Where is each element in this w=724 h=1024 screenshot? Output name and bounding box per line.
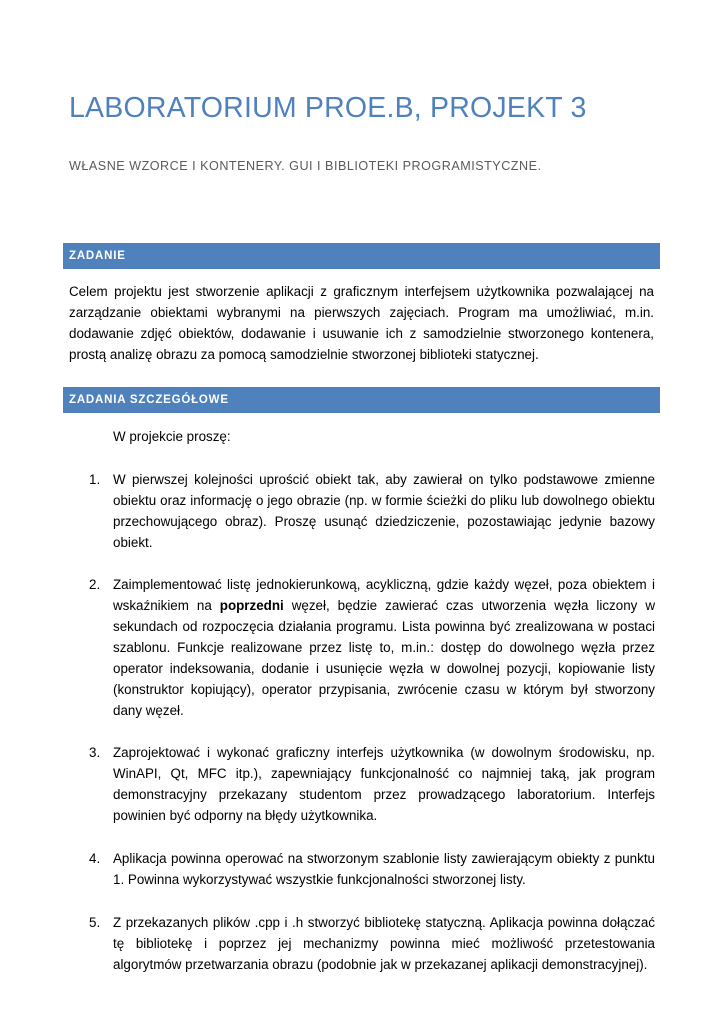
document-subtitle: WŁASNE WZORCE I KONTENERY. GUI I BIBLIOTEKI PROGRAMISTYCZNE. — [69, 159, 542, 173]
list-item-text: W pierwszej kolejności uprościć obiekt tak, aby zawierał on tylko podstawowe zmienne obiektu oraz informację o jego obrazie (np. w formie ścieżki do pliku lub dowolnego obiektu przechowującego obraz). Proszę usunąć dziedziczenie, pozostawiając jedynie bazowy obiekt. — [113, 472, 655, 550]
list-item-text — [113, 574, 655, 721]
details-lead: W projekcie proszę: — [113, 429, 231, 444]
list-item-number: 1. — [89, 472, 101, 487]
list-item — [89, 848, 655, 890]
list-item-number: 4. — [89, 851, 101, 866]
document-title: LABORATORIUM PROE.B, PROJEKT 3 — [69, 92, 587, 124]
list-item-number: 3. — [89, 745, 101, 760]
list-item — [89, 469, 655, 553]
list-item-emphasis: poprzedni — [219, 598, 284, 613]
list-item — [89, 912, 655, 975]
list-item-text-part: węzeł, będzie zawierać czas utworzenia węzła liczony w sekundach od rozpoczęcia działania programu. Lista powinna być zrealizowana w postaci szablonu. Funkcje realizowane przez listę to, m.in.: dostęp do dowolnego węzła przez operator indeksowania, dodanie i usunięcie węzła w dowolnej pozycji, kopiowanie listy (konstruktor kopiujący), operator przypisania, zwrócenie czasu w którym był stworzony dany węzeł. — [113, 598, 656, 718]
section-heading-task: ZADANIE — [63, 243, 660, 269]
list-item-text: Z przekazanych plików .cpp i .h stworzyć bibliotekę statyczną. Aplikacja powinna dołączać tę bibliotekę i poprzez jej mechanizmy powinna mieć możliwość przetestowania algorytmów przetwarzania obrazu (podobnie jak w przekazanej aplikacji demonstracyjnej). — [113, 915, 655, 972]
task-description: Celem projektu jest stworzenie aplikacji z graficznym interfejsem użytkownika pozwalającej na zarządzanie obiektami wybranymi na pierwszych zajęciach. Program ma umożliwiać, m.in. dodawanie zdjęć obiektów, dodawanie i usuwanie ich z samodzielnie stworzonego kontenera, prostą analizę obrazu za pomocą samodzielnie stworzonej biblioteki statycznej. — [69, 284, 654, 362]
list-item-text-part: Zaimplementować listę jednokierunkową, acykliczną, gdzie każdy węzeł, poza obiektem i wskaźnikiem na — [113, 577, 655, 613]
list-item-number: 5. — [89, 915, 101, 930]
list-item — [89, 742, 655, 826]
list-item — [89, 574, 655, 721]
section-heading-details: ZADANIA SZCZEGÓŁOWE — [63, 387, 660, 413]
list-item-number: 2. — [89, 577, 101, 592]
list-item-text: Zaprojektować i wykonać graficzny interfejs użytkownika (w dowolnym środowisku, np. WinAPI, Qt, MFC itp.), zapewniający funkcjonalność co najmniej taką, jak program demonstracyjny przekazany studentom przez prowadzącego laboratorium. Interfejs powinien być odporny na błędy użytkownika. — [113, 745, 655, 823]
list-item-text: Aplikacja powinna operować na stworzonym szablonie listy zawierającym obiekty z punktu 1. Powinna wykorzystywać wszystkie funkcjonalności stworzonej listy. — [113, 851, 655, 887]
